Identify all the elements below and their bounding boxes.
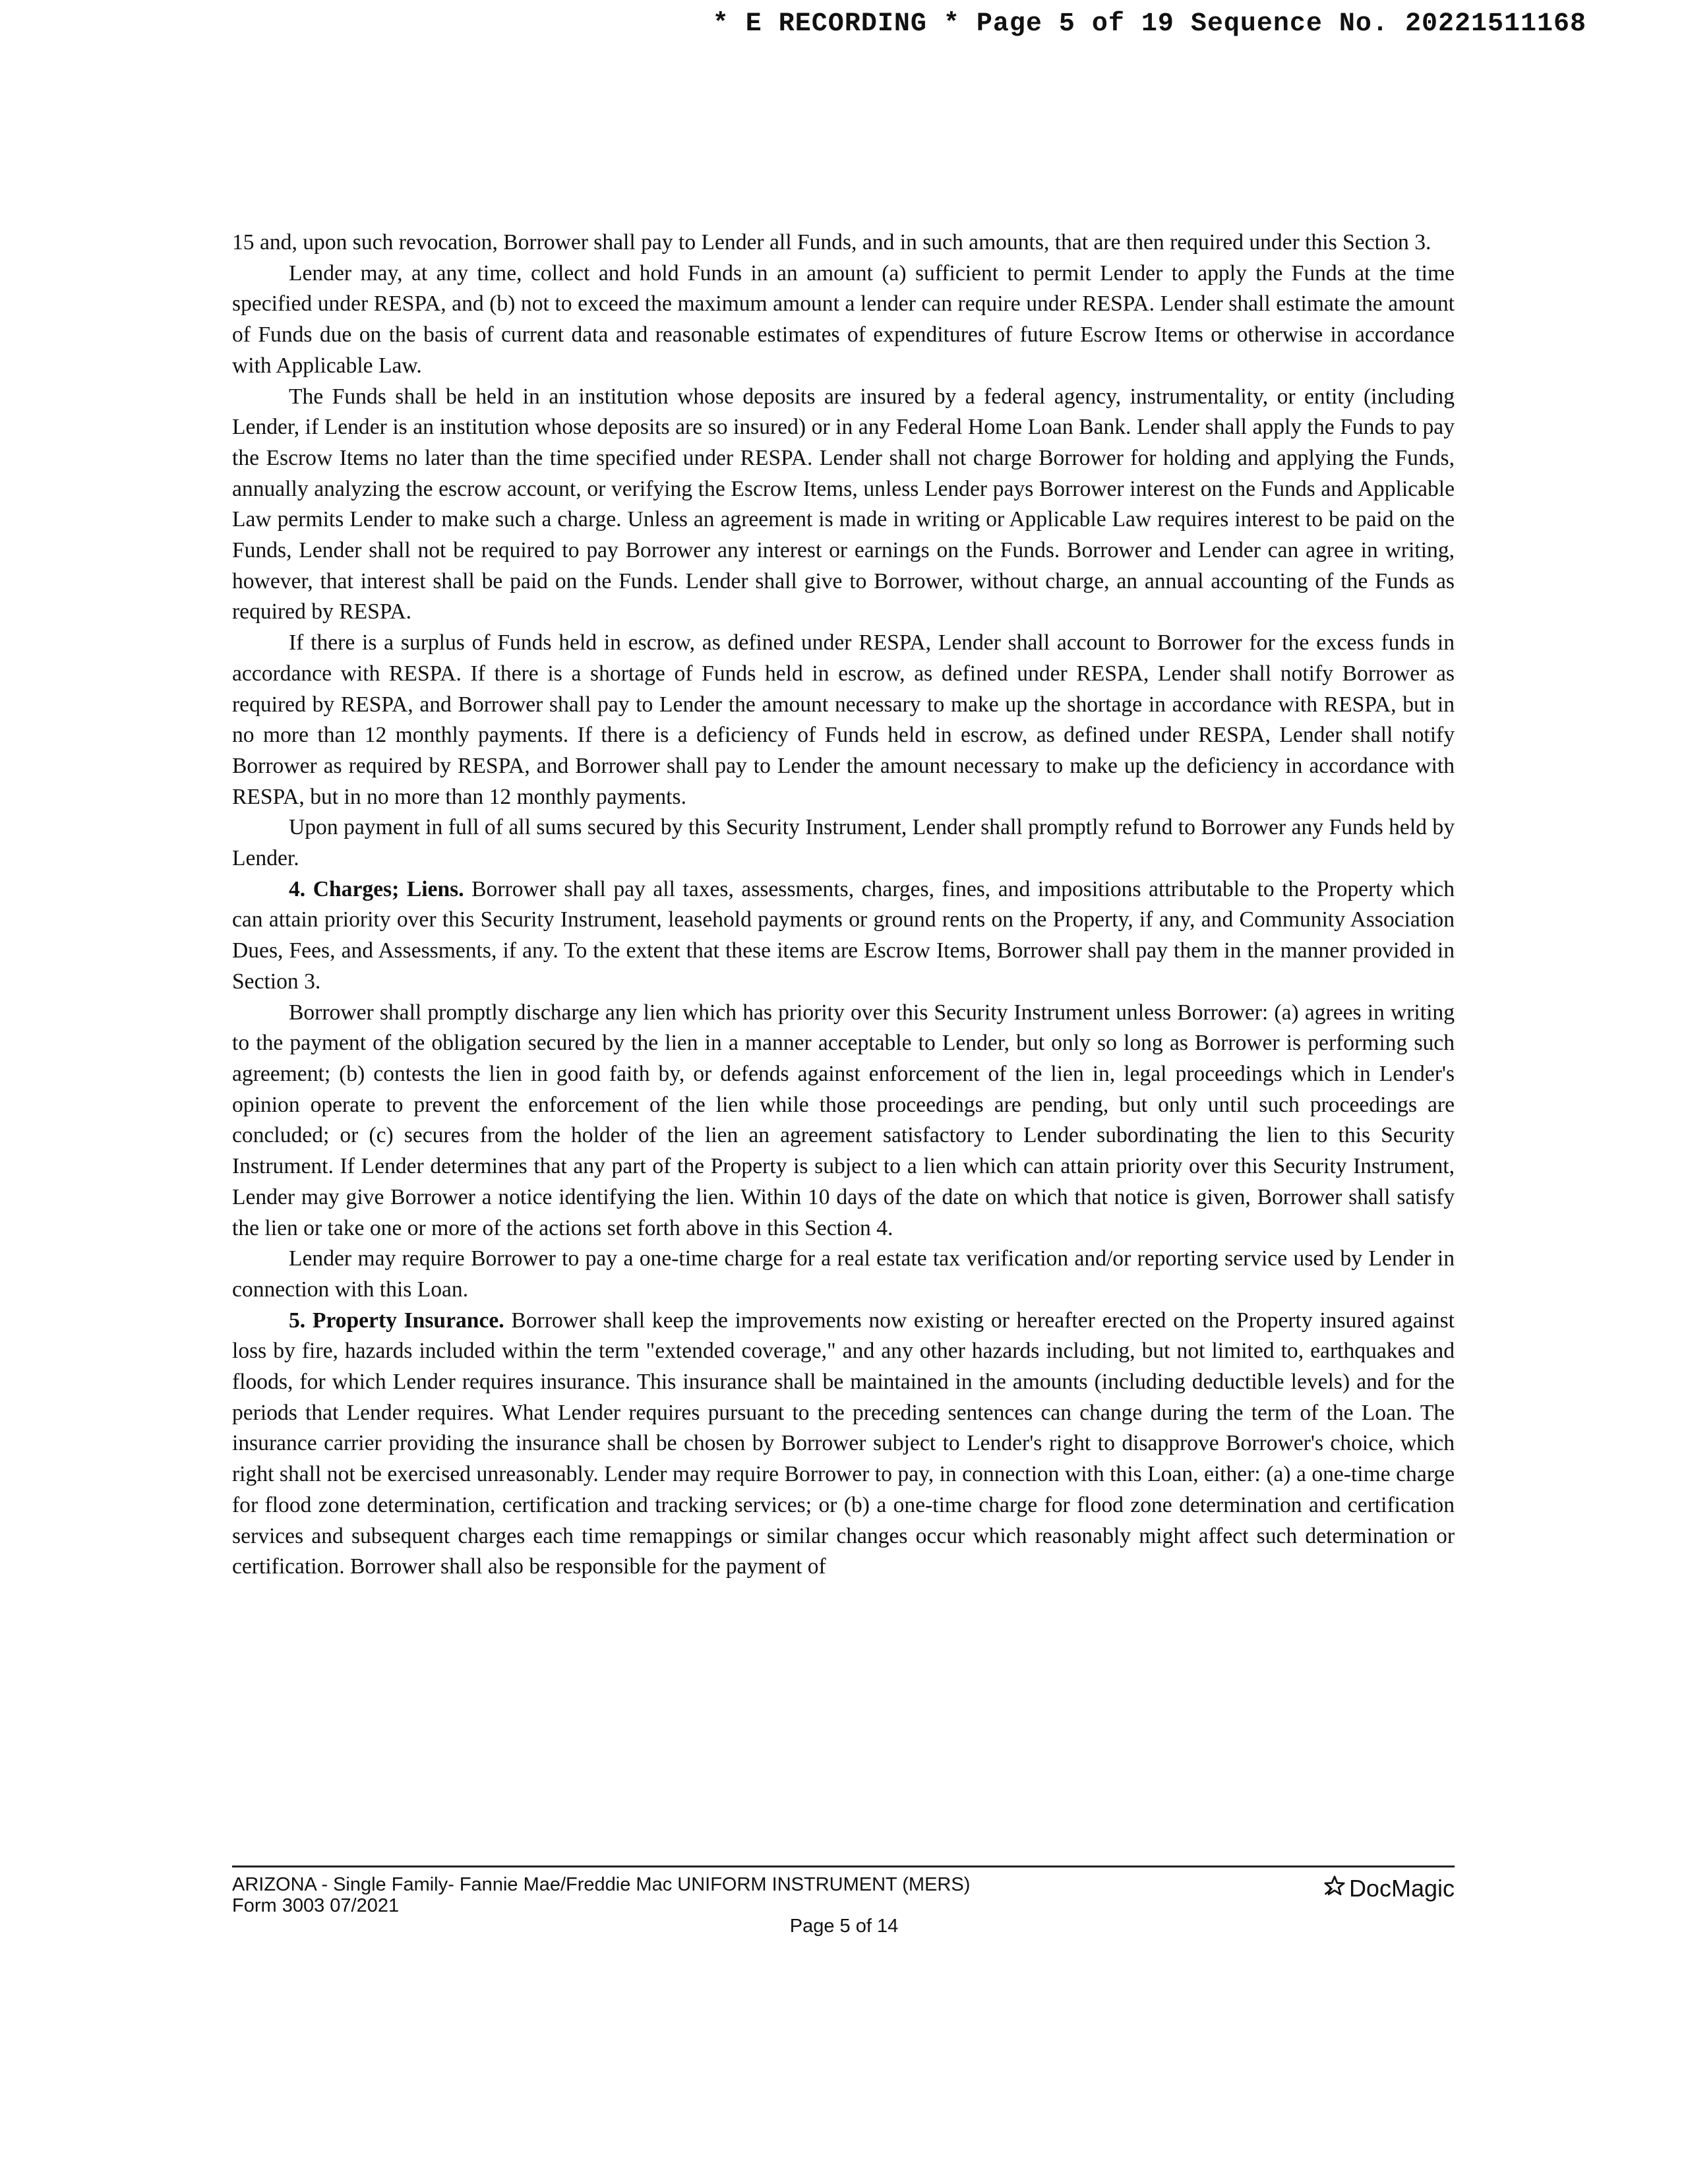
footer-form-info	[232, 1874, 970, 1916]
section-4-text: Borrower shall pay all taxes, assessments, charges, fines, and impositions attributable to the Property which can attain priority over this Security Instrument, leasehold payments or ground rents on the Property, if any, and Community Association Dues, Fees, and Assessments, if any. To the extent that these items are Escrow Items, Borrower shall pay them in the manner provided in Section 3.	[232, 876, 1455, 994]
section-5-text: Borrower shall keep the improvements now existing or hereafter erected on the Property insured against loss by fire, hazards included within the term "extended coverage," and any other hazards including, but not limited to, earthquakes and floods, for which Lender requires insurance. This insurance shall be maintained in the amounts (including deductible levels) and for the periods that Lender requires. What Lender requires pursuant to the preceding sentences can change during the term of the Loan. The insurance carrier providing the insurance shall be chosen by Borrower subject to Lender's right to disapprove Borrower's choice, which right shall not be exercised unreasonably. Lender may require Borrower to pay, in connection with this Loan, either: (a) a one-time charge for flood zone determination, certification and tracking services; or (b) a one-time charge for flood zone determination and certification services and subsequent charges each time remappings or similar changes occur which reasonably might affect such determination or certification. Borrower shall also be responsible for the payment of	[232, 1308, 1455, 1579]
paragraph-collect-funds: Lender may, at any time, collect and hold Funds in an amount (a) sufficient to permit Lender to apply the Funds at the time specified under RESPA, and (b) not to exceed the maximum amount a lender can require under RESPA. Lender shall estimate the amount of Funds due on the basis of current data and reasonable estimates of expenditures of future Escrow Items or otherwise in accordance with Applicable Law.	[232, 260, 1455, 378]
paragraph-discharge-lien: Borrower shall promptly discharge any lien which has priority over this Security Instrument unless Borrower: (a) agrees in writing to the payment of the obligation secured by the lien in a manner acceptable to Lender, but only so long as Borrower is performing such agreement; (b) contests the lien in good faith by, or defends against enforcement of the lien in, legal proceedings which in Lender's opinion operate to prevent the enforcement of the lien while those proceedings are pending, but only until such proceedings are concluded; or (c) secures from the holder of the lien an agreement satisfactory to Lender subordinating the lien to this Security Instrument. If Lender determines that any part of the Property is subject to a lien which can attain priority over this Security Instrument, Lender may give Borrower a notice identifying the lien. Within 10 days of the date on which that notice is given, Borrower shall satisfy the lien or take one or more of the actions set forth above in this Section 4.	[232, 1000, 1455, 1240]
paragraph-continuation: 15 and, upon such revocation, Borrower shall pay to Lender all Funds, and in such amounts, that are then required under this Section 3.	[232, 230, 1432, 255]
section-5-property-insurance	[232, 1306, 1455, 1583]
footer-form-title: ARIZONA - Single Family- Fannie Mae/Freddie Mac UNIFORM INSTRUMENT (MERS)	[232, 1874, 971, 1895]
section-5-heading: 5. Property Insurance.	[289, 1308, 504, 1333]
page-number: Page 5 of 14	[789, 1916, 899, 1937]
recording-header: * E RECORDING * Page 5 of 19 Sequence No. 20221511168	[712, 9, 1586, 39]
paragraph-funds-held: The Funds shall be held in an institution whose deposits are insured by a federal agency, instrumentality, or entity (including Lender, if Lender is an institution whose deposits are so insured) or in any Federal Home Loan Bank. Lender shall apply the Funds to pay the Escrow Items no later than the time specified under RESPA. Lender shall not charge Borrower for holding and applying the Funds, annually analyzing the escrow account, or verifying the Escrow Items, unless Lender pays Borrower interest on the Funds and Applicable Law permits Lender to make such a charge. Unless an agreement is made in writing or Applicable Law requires interest to be paid on the Funds, Lender shall not be required to pay Borrower any interest or earnings on the Funds. Borrower and Lender can agree in writing, however, that interest shall be paid on the Funds. Lender shall give to Borrower, without charge, an annual accounting of the Funds as required by RESPA.	[232, 384, 1455, 624]
footer-form-number: Form 3003 07/2021	[232, 1895, 400, 1916]
paragraph-surplus-shortage: If there is a surplus of Funds held in escrow, as defined under RESPA, Lender shall account to Borrower for the excess funds in accordance with RESPA. If there is a shortage of Funds held in escrow, as defined under RESPA, Lender shall notify Borrower as required by RESPA, and Borrower shall pay to Lender the amount necessary to make up the shortage in accordance with RESPA, but in no more than 12 monthly payments. If there is a deficiency of Funds held in escrow, as defined under RESPA, Lender shall notify Borrower as required by RESPA, and Borrower shall pay to Lender the amount necessary to make up the deficiency in accordance with RESPA, but in no more than 12 monthly payments.	[232, 630, 1455, 809]
footer-brand	[1323, 1874, 1455, 1903]
paragraph-tax-verification: Lender may require Borrower to pay a one-time charge for a real estate tax verification and/or reporting service used by Lender in connection with this Loan.	[232, 1246, 1455, 1302]
paragraph-refund: Upon payment in full of all sums secured by this Security Instrument, Lender shall promptly refund to Borrower any Funds held by Lender.	[232, 815, 1455, 871]
star-outline-icon	[1323, 1874, 1346, 1903]
document-body	[232, 228, 1455, 1583]
section-4-charges-liens	[232, 874, 1455, 998]
footer-divider	[232, 1866, 1455, 1867]
brand-name: DocMagic	[1348, 1875, 1455, 1902]
section-4-heading: 4. Charges; Liens.	[289, 876, 464, 901]
